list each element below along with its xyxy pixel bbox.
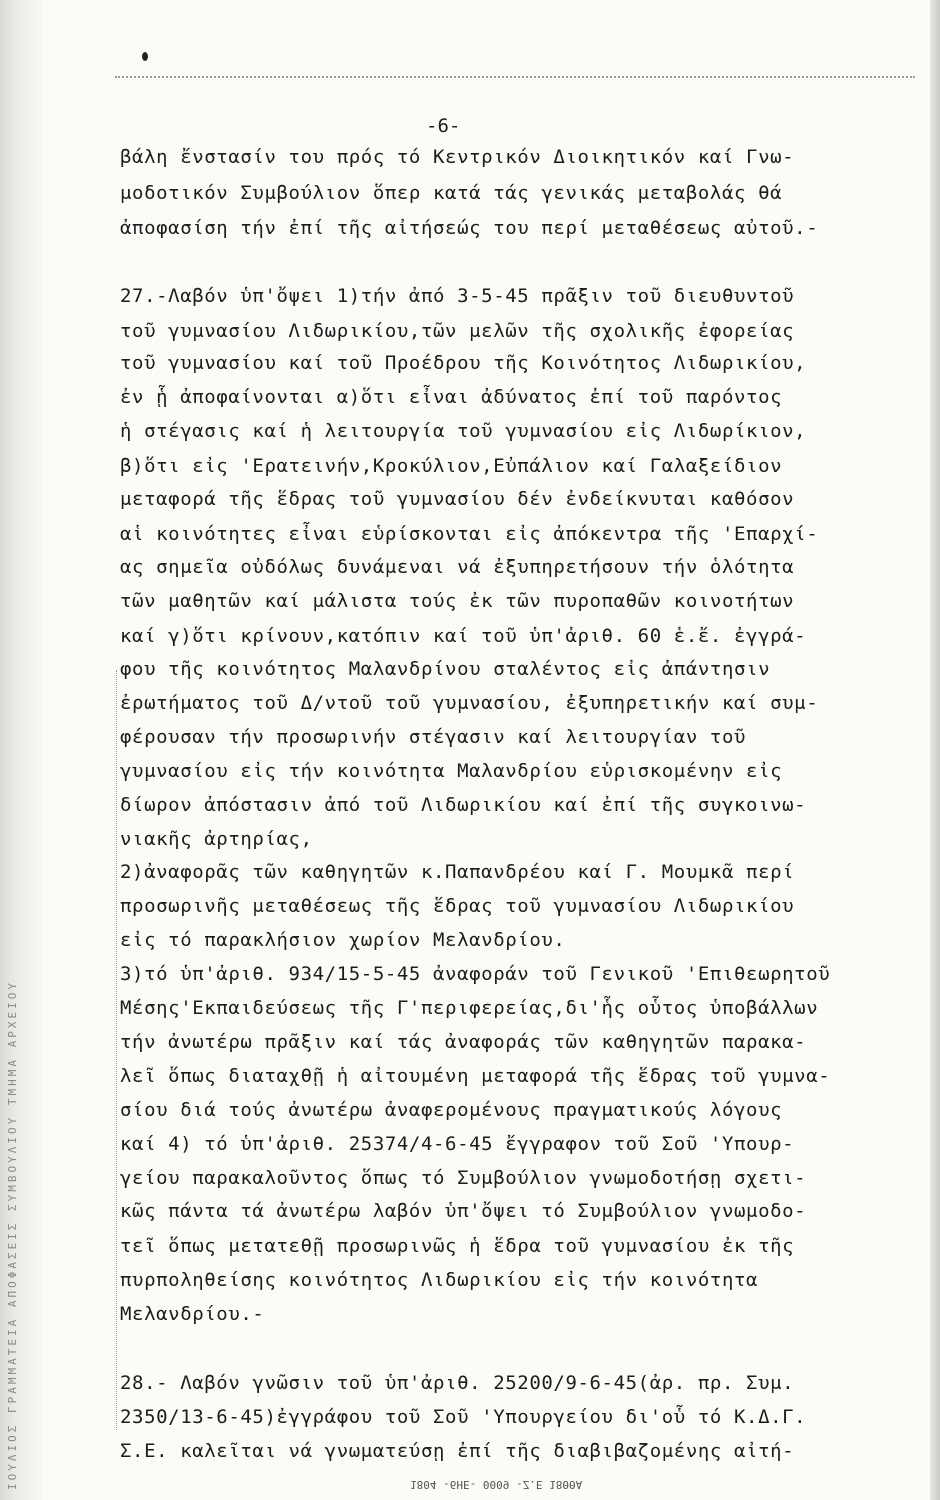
text-line: λεῖ ὅπως διαταχθῇ ἡ αἰτουμένη μεταφορά τῆς ἕδρας τοῦ γυμνα-: [120, 1065, 831, 1087]
page-number: -6-: [426, 115, 461, 137]
text-line: β)ὅτι εἰς 'Ερατεινήν,Κροκύλιον,Εὐπάλιον καί Γαλαξείδιον: [120, 455, 783, 477]
punch-mark: [142, 52, 148, 61]
text-line: γυμνασίου εἰς τήν κοινότητα Μαλανδρίου εὑρισκομένην εἰς: [120, 760, 783, 782]
margin-line: [116, 670, 117, 1430]
binding-margin-text: ΙΟΥΛΙΟΣ ΓΡΑΜΜΑΤΕΙΑ ΑΠΟΦΑΣΕΙΣ ΣΥΜΒΟΥΛΙΟΥ ΤΜΗΜΑ ΑΡΧΕΙΟΥ: [6, 980, 19, 1490]
text-line: 28.- Λαβόν γνῶσιν τοῦ ὑπ'ἀριθ. 25200/9-6-45(ἀρ. πρ. Συμ.: [120, 1372, 795, 1394]
text-line: τοῦ γυμνασίου Λιδωρικίου,τῶν μελῶν τῆς σχολικῆς ἐφορείας: [120, 320, 795, 342]
text-line: τεῖ ὅπως μετατεθῇ προσωρινῶς ἡ ἕδρα τοῦ γυμνασίου ἐκ τῆς: [120, 1235, 795, 1257]
text-line: ἀποφασίση τήν ἐπί τῆς αἰτήσεώς του περί μεταθέσεως αὐτοῦ.-: [120, 217, 819, 239]
text-line: 2350/13-6-45)ἐγγράφου τοῦ Σοῦ 'Υπουργείου δι'οὗ τό Κ.Δ.Γ.: [120, 1406, 807, 1428]
text-line: εἰς τό παρακλήσιον χωρίον Μελανδρίου.: [120, 929, 566, 951]
text-line: γείου παρακαλοῦντος ὅπως τό Συμβούλιον γνωμοδοτήσῃ σχετι-: [120, 1167, 807, 1189]
text-line: τῶν μαθητῶν καί μάλιστα τούς ἐκ τῶν πυροπαθῶν κοινοτήτων: [120, 590, 795, 612]
text-line: ἐν ᾗ ἀποφαίνονται α)ὅτι εἶναι ἀδύνατος ἐπί τοῦ παρόντος: [120, 386, 783, 408]
text-line: κῶς πάντα τά ἀνωτέρω λαβόν ὑπ'ὄψει τό Συμβούλιον γνωμοδο-: [120, 1200, 807, 1222]
text-line: καί 4) τό ὑπ'ἀριθ. 25374/4-6-45 ἔγγραφον τοῦ Σοῦ 'Υπουρ-: [120, 1133, 795, 1155]
text-line: 27.-Λαβόν ὑπ'ὄψει 1)τήν ἀπό 3-5-45 πρᾶξιν τοῦ διευθυντοῦ: [120, 285, 795, 307]
text-line: Μέσης'Εκπαιδεύσεως τῆς Γ'περιφερείας,δι'ἧς οὗτος ὑποβάλλων: [120, 997, 819, 1019]
text-line: μεταφορά τῆς ἕδρας τοῦ γυμνασίου δέν ἐνδείκνυται καθόσον: [120, 488, 795, 510]
text-line: πυρποληθείσης κοινότητος Λιδωρικίου εἰς τήν κοινότητα: [120, 1269, 759, 1291]
text-line: φου τῆς κοινότητος Μαλανδρίνου σταλέντος εἰς ἀπάντησιν: [120, 658, 771, 680]
text-line: σίου διά τούς ἀνωτέρω ἀναφερομένους πραγματικούς λόγους: [120, 1099, 783, 1121]
binding-edge: [0, 0, 42, 1500]
text-line: προσωρινῆς μεταθέσεως τῆς ἕδρας τοῦ γυμνασίου Λιδωρικίου: [120, 895, 795, 917]
text-line: δίωρον ἀπόστασιν ἀπό τοῦ Λιδωρικίου καί ἐπί τῆς συγκοινω-: [120, 794, 807, 816]
text-line: 2)ἀναφορᾶς τῶν καθηγητῶν κ.Παπανδρέου καί Γ. Μουμκᾶ περί: [120, 861, 795, 883]
text-line: καί γ)ὅτι κρίνουν,κατόπιν καί τοῦ ὑπ'ἀριθ. 60 ἑ.ἔ. ἐγγρά-: [120, 625, 807, 647]
text-line: ας σημεῖα οὐδόλως δυνάμεναι νά ἐξυπηρετήσουν τήν ὁλότητα: [120, 556, 795, 578]
text-line: Σ.Ε. καλεῖται νά γνωματεύσῃ ἐπί τῆς διαβιβαζομένης αἰτή-: [120, 1440, 795, 1462]
page-right-edge: [930, 0, 940, 1500]
text-line: 3)τό ὑπ'ἀριθ. 934/15-5-45 ἀναφοράν τοῦ Γενικοῦ 'Επιθεωρητοῦ: [120, 963, 831, 985]
text-line: ἐρωτήματος τοῦ Δ/ντοῦ τοῦ γυμνασίου, ἐξυπηρετικήν καί συμ-: [120, 692, 819, 714]
text-line: μοδοτικόν Συμβούλιον ὅπερ κατά τάς γενικάς μεταβολάς θά: [120, 182, 783, 204]
text-line: νιακῆς ἀρτηρίας,: [120, 828, 313, 850]
text-line: τήν ἀνωτέρω πρᾶξιν καί τάς ἀναφοράς τῶν καθηγητῶν παρακα-: [120, 1031, 807, 1053]
top-rule: [115, 76, 915, 78]
text-line: αἱ κοινότητες εἶναι εὑρίσκονται εἰς ἀπόκεντρα τῆς 'Επαρχί-: [120, 523, 819, 545]
text-line: ἡ στέγασις καί ἡ λειτουργία τοῦ γυμνασίου εἰς Λιδωρίκιον,: [120, 420, 807, 442]
text-line: βάλη ἔνστασίν του πρός τό Κεντρικόν Διοικητικόν καί Γνω-: [120, 146, 795, 168]
footer-code: 1804 -6ΗΕ- 0009 -Ζ.Ε 18ΘΘΑ: [410, 1478, 583, 1491]
text-line: φέρουσαν τήν προσωρινήν στέγασιν καί λειτουργίαν τοῦ: [120, 726, 747, 748]
text-line: Μελανδρίου.-: [120, 1303, 265, 1325]
text-line: τοῦ γυμνασίου καί τοῦ Προέδρου τῆς Κοινότητος Λιδωρικίου,: [120, 352, 807, 374]
